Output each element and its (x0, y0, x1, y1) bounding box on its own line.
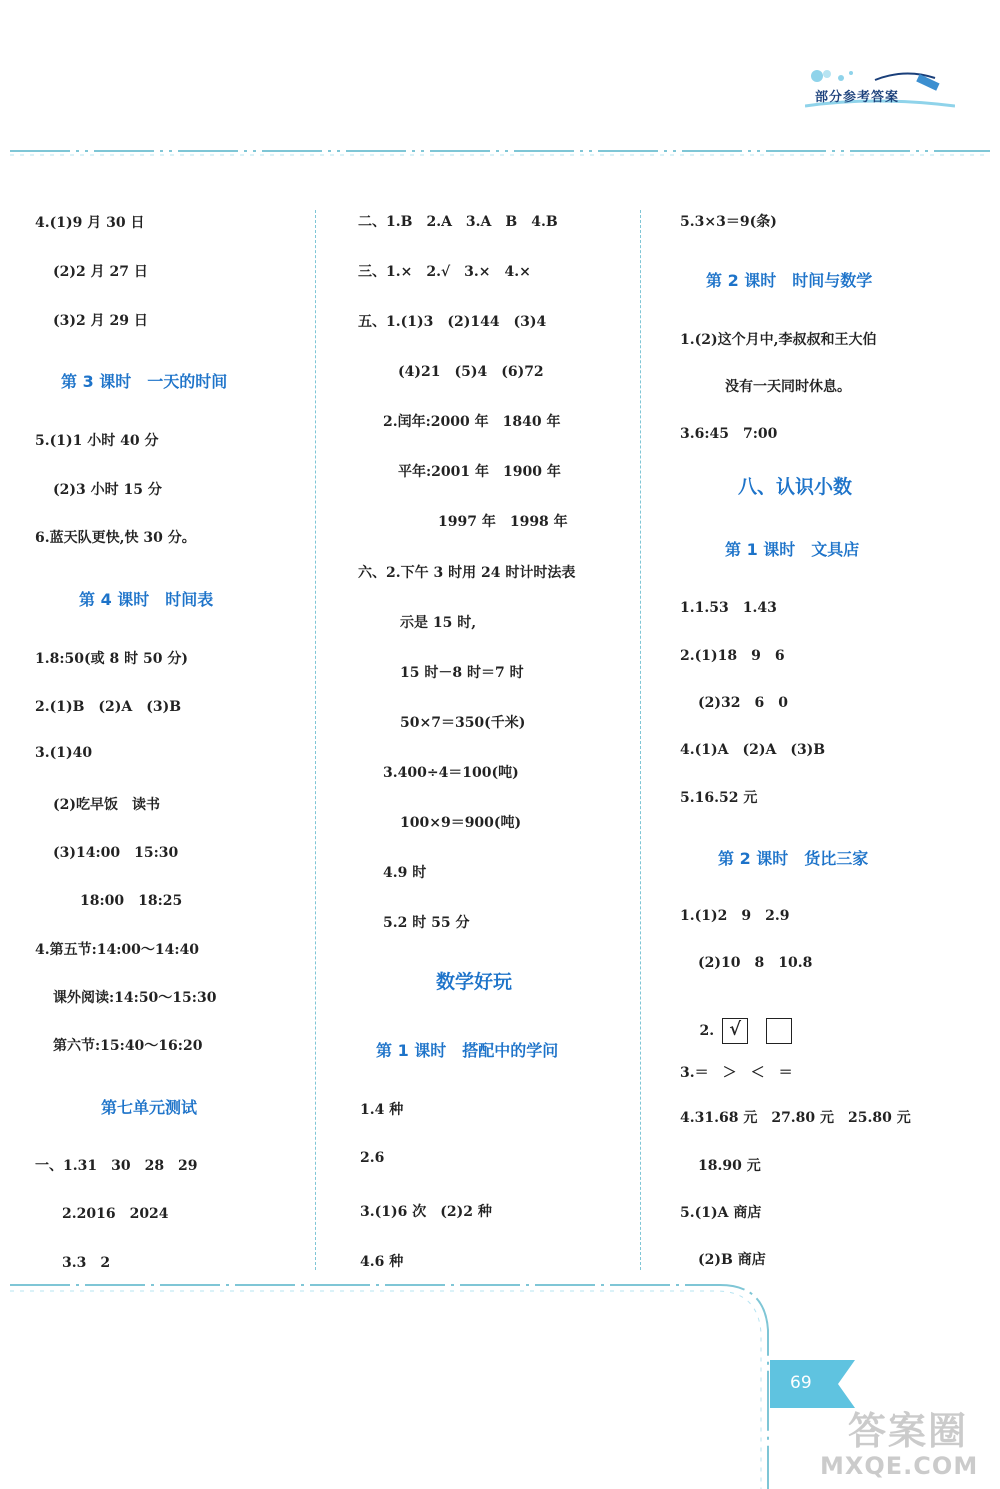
answer-line: (3)2 月 29 日 (53, 313, 148, 329)
answer-line: 平年:2001 年 1900 年 (398, 464, 561, 480)
answer-line: 1.8:50(或 8 时 50 分) (35, 651, 188, 667)
answer-line: (4)21 (5)4 (6)72 (398, 364, 544, 380)
column-divider (640, 210, 641, 1270)
answer-line: 1.1.53 1.43 (680, 600, 777, 616)
chapter-heading: 数学好玩 (436, 971, 513, 993)
section-heading: 第 1 课时 文具店 (725, 540, 860, 559)
answer-line: 3.400÷4＝100(吨) (383, 765, 519, 781)
section-heading: 第七单元测试 (101, 1098, 198, 1117)
section-heading: 第 2 课时 货比三家 (718, 849, 869, 868)
watermark-logo: 答案圈 (848, 1409, 969, 1453)
answer-line: 2.(1)18 9 6 (680, 648, 785, 664)
answer-line: 五、1.(1)3 (2)144 (3)4 (358, 314, 547, 330)
answer-line: 示是 15 时, (400, 615, 477, 631)
watermark-url: MXQE.COM (820, 1452, 979, 1480)
chapter-heading: 八、认识小数 (738, 476, 853, 498)
answer-line: 5.2 时 55 分 (383, 915, 470, 931)
answer-line: 18:00 18:25 (80, 893, 183, 909)
answer-line: 4.(1)A (2)A (3)B (680, 742, 826, 758)
answer-line: 1.4 种 (360, 1102, 404, 1118)
answer-line: 5.(1)1 小时 40 分 (35, 433, 159, 449)
answer-line: 100×9＝900(吨) (400, 815, 522, 831)
answer-line: 六、2.下午 3 时用 24 时计时法表 (358, 565, 576, 581)
answer-line: 2.6 (360, 1150, 385, 1166)
answer-line: 4.6 种 (360, 1254, 404, 1270)
section-heading: 第 4 课时 时间表 (79, 590, 214, 609)
section-heading: 第 3 课时 一天的时间 (61, 372, 228, 391)
answer-line: 50×7＝350(千米) (400, 715, 526, 731)
answer-line: 1.(2)这个月中,李叔叔和王大伯 (680, 332, 877, 348)
question-number: 2. (699, 1023, 715, 1039)
column-divider (315, 210, 316, 1270)
answer-line: 2.2016 2024 (62, 1206, 169, 1222)
answer-line: 5.(1)A 商店 (680, 1205, 762, 1221)
page-number: 69 (790, 1373, 812, 1393)
answer-line: 3.(1)40 (35, 745, 93, 761)
answer-line: 课外阅读:14:50～15:30 (53, 990, 217, 1006)
answer-line: 5.3×3＝9(条) (680, 214, 777, 230)
answer-line: 3.＝ ＞ ＜ ＝ (680, 1065, 793, 1081)
top-rule (0, 148, 1000, 156)
answer-line: 二、1.B 2.A 3.A B 4.B (358, 214, 558, 230)
answer-line: 1997 年 1998 年 (438, 514, 568, 530)
answer-line: (3)14:00 15:30 (53, 845, 179, 861)
answer-line: 第六节:15:40～16:20 (53, 1038, 203, 1054)
answer-line: (2)32 6 0 (698, 695, 788, 711)
answer-line: 6.蓝天队更快,快 30 分。 (35, 530, 196, 546)
answer-line: 1.(1)2 9 2.9 (680, 908, 790, 924)
section-heading: 第 2 课时 时间与数学 (706, 271, 873, 290)
answer-line: 5.16.52 元 (680, 790, 758, 806)
answer-line: 18.90 元 (698, 1158, 761, 1174)
answer-line: (2)吃早饭 读书 (53, 797, 160, 813)
answer-line: 4.31.68 元 27.80 元 25.80 元 (680, 1110, 911, 1126)
answer-line: (2)10 8 10.8 (698, 955, 813, 971)
answer-line: 4.9 时 (383, 865, 427, 881)
header-title: 部分参考答案 (815, 90, 900, 105)
answer-line: 15 时－8 时＝7 时 (400, 665, 524, 681)
section-heading: 第 1 课时 搭配中的学问 (376, 1041, 559, 1060)
checkbox-checked: √ (722, 1018, 748, 1044)
answer-line: 3.3 2 (62, 1255, 111, 1271)
answer-line: 没有一天同时休息。 (725, 379, 851, 395)
page-number-tab (770, 1360, 855, 1408)
answer-line: (2)3 小时 15 分 (53, 482, 162, 498)
checkbox-empty (766, 1018, 792, 1044)
answer-line: 4.第五节:14:00～14:40 (35, 942, 200, 958)
answer-line: 3.6:45 7:00 (680, 426, 778, 442)
answer-line: 2.(1)B (2)A (3)B (35, 699, 182, 715)
answer-line: 3.(1)6 次 (2)2 种 (360, 1204, 492, 1220)
checkbox-answer (680, 1002, 792, 1060)
answer-line: (2)B 商店 (698, 1252, 766, 1268)
answer-line: 2.闰年:2000 年 1840 年 (383, 414, 561, 430)
answer-line: 一、1.31 30 28 29 (35, 1158, 198, 1174)
answer-line: (2)2 月 27 日 (53, 264, 148, 280)
answer-line: 4.(1)9 月 30 日 (35, 215, 145, 231)
answer-line: 三、1.× 2.√ 3.× 4.× (358, 264, 531, 280)
